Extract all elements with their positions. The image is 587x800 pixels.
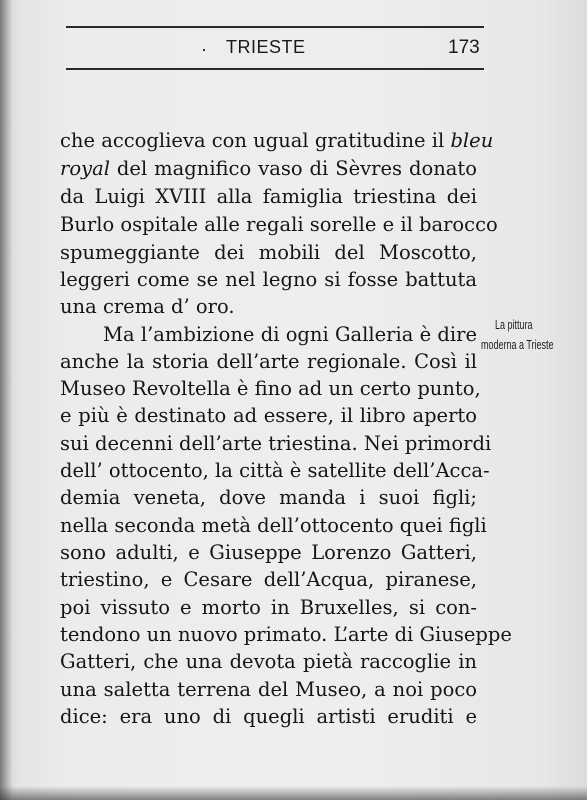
- text-line: una saletta terrena del Museo, a noi poco: [60, 678, 477, 701]
- text-line: spumeggiante dei mobili del Moscotto,: [60, 241, 477, 264]
- header-dot: [203, 49, 205, 51]
- text-line: e più è destinato ad essere, il libro aperto: [60, 404, 477, 427]
- text-line: dice: era uno di quegli artisti eruditi e: [60, 705, 477, 728]
- text-line: da Luigi XVIII alla famiglia triestina dei: [60, 185, 477, 208]
- text-line: poi vissuto e morto in Bruxelles, si con-: [60, 596, 477, 619]
- header-rule-bottom: [66, 68, 484, 70]
- text-line: dell’ ottocento, la città è satellite dell’Acca-: [60, 459, 490, 482]
- text-line: Gatteri, che una devota pietà raccoglie in: [60, 650, 477, 673]
- italic-text-run: bleu: [450, 129, 494, 152]
- text-line: [60, 127, 494, 155]
- margin-note-line: La pittura: [495, 318, 533, 332]
- text-line: demia veneta, dove manda i suoi figli;: [60, 486, 477, 509]
- text-line: tendono un nuovo primato. L’arte di Giuseppe: [60, 623, 512, 646]
- italic-text-run: royal: [60, 157, 110, 180]
- text-line: nella seconda metà dell’ottocento quei figli: [60, 514, 487, 537]
- text-line: leggeri come se nel legno si fosse battuta: [60, 268, 477, 291]
- text-line: Burlo ospitale alle regali sorelle e il barocco: [60, 213, 498, 236]
- running-title: TRIESTE: [226, 37, 306, 57]
- margin-note-line: moderna a Trieste: [481, 338, 554, 352]
- text-line: [60, 155, 477, 183]
- text-line: Museo Revoltella è fino ad un certo punto,: [60, 377, 481, 400]
- page-bottom-shadow: [0, 786, 587, 800]
- header-rule-top: [66, 26, 484, 28]
- text-run: che accoglieva con ugual gratitudine il: [60, 129, 451, 152]
- text-line: sui decenni dell’arte triestina. Nei primordi: [60, 432, 492, 455]
- paragraph-first-line: Ma l’ambizione di ogni Galleria è dire: [103, 323, 477, 346]
- page-gutter-shadow: [0, 0, 12, 800]
- text-line: triestino, e Cesare dell’Acqua, piranese,: [60, 568, 477, 591]
- text-line: sono adulti, e Giuseppe Lorenzo Gatteri,: [60, 541, 477, 564]
- page-number: 173: [448, 37, 480, 58]
- text-line: anche la storia dell’arte regionale. Così il: [60, 350, 477, 373]
- text-run: del magnifico vaso di Sèvres donato: [109, 157, 477, 180]
- text-line: una crema d’ oro.: [60, 295, 235, 318]
